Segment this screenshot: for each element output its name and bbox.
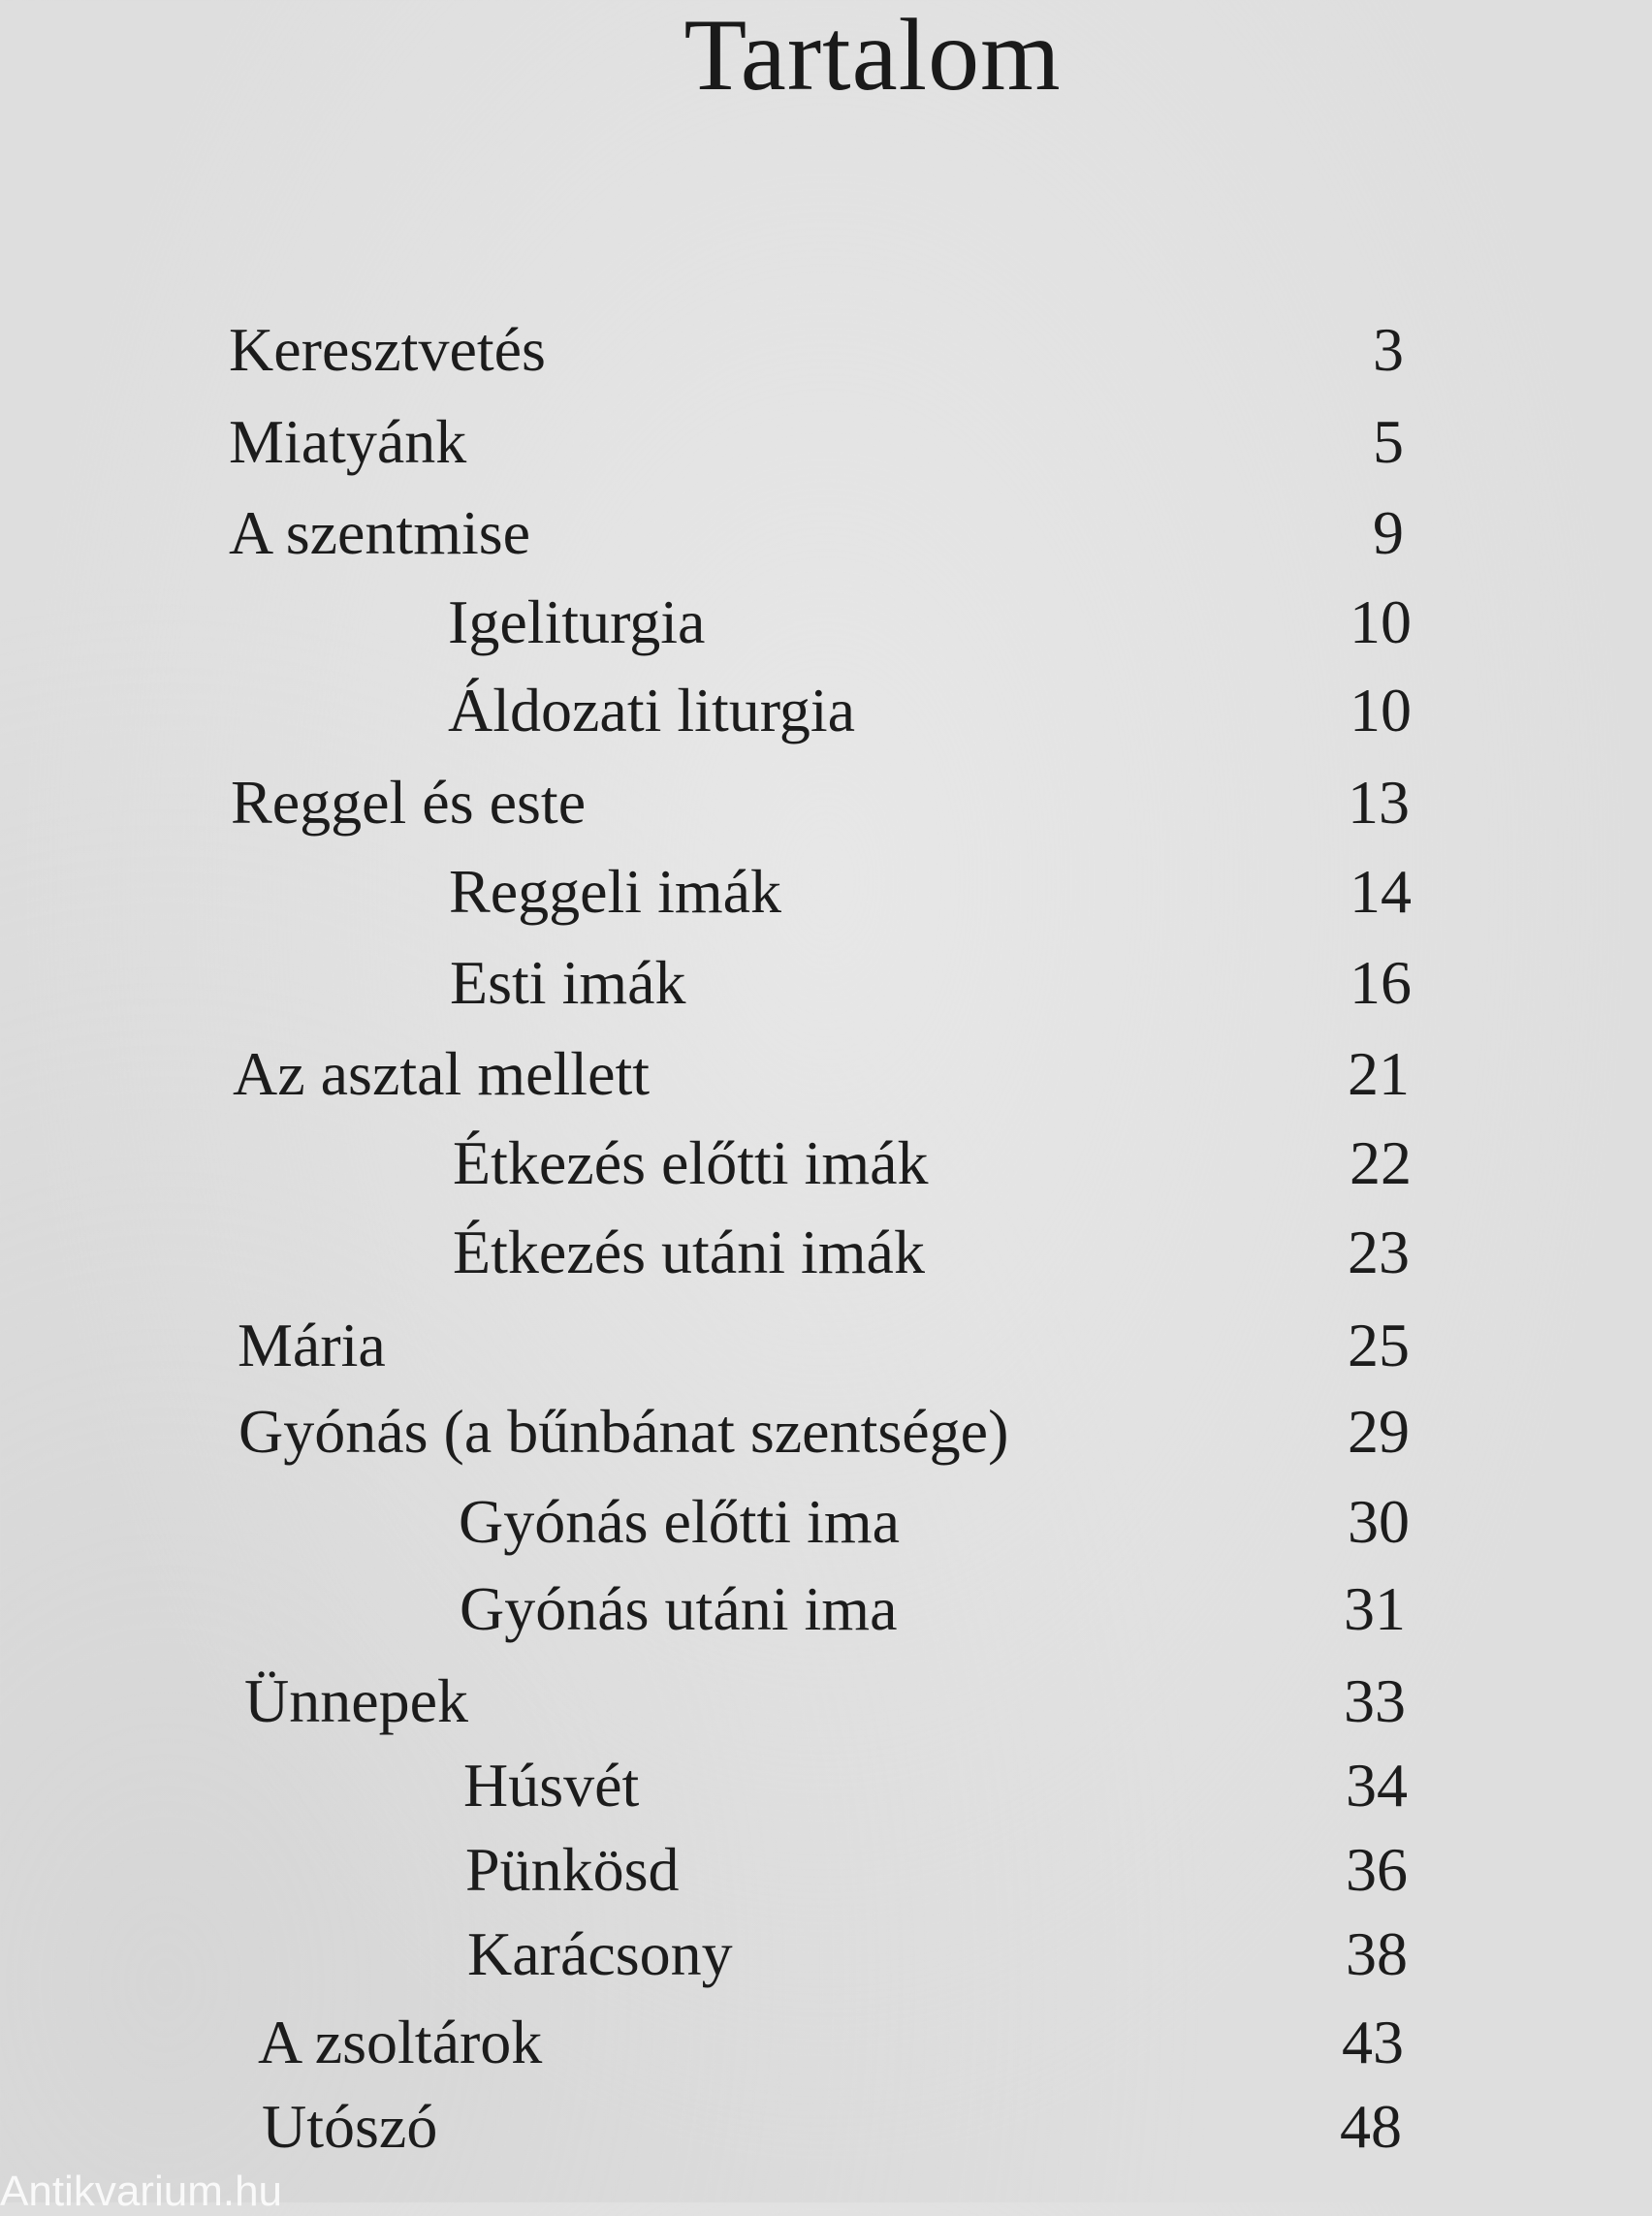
toc-entry-label: Mária — [238, 1311, 386, 1379]
toc-entry-page-number: 3 — [1373, 315, 1404, 384]
toc-entry-label: Áldozati liturgia — [448, 676, 856, 744]
toc-entry-page-number: 9 — [1373, 498, 1404, 567]
toc-entry-label: Reggeli imák — [449, 857, 782, 926]
toc-entry-gyonas-elotti-ima — [0, 1483, 1410, 1561]
toc-entry-reggeli-imak — [0, 853, 1412, 931]
toc-entry-label: Utószó — [262, 2092, 438, 2161]
toc-entry-punkosd — [0, 1831, 1408, 1909]
toc-entry-maria — [0, 1307, 1410, 1384]
toc-entry-gyonas-utani-ima — [0, 1570, 1406, 1648]
toc-entry-page-number: 23 — [1348, 1218, 1410, 1286]
page-title: Tartalom — [683, 0, 1062, 111]
toc-entry-label: Keresztvetés — [229, 315, 546, 384]
toc-entry-label: Gyónás (a bűnbánat szentsége) — [238, 1397, 1009, 1466]
toc-entry-page-number: 43 — [1342, 2008, 1404, 2076]
watermark: Antikvarium.hu — [0, 2168, 283, 2215]
toc-entry-page-number: 34 — [1346, 1751, 1408, 1820]
toc-entry-page-number: 38 — [1346, 1919, 1408, 1988]
toc-entry-unnepek — [0, 1662, 1406, 1740]
toc-entry-page-number: 33 — [1344, 1666, 1406, 1735]
toc-entry-reggel-es-este — [0, 764, 1410, 841]
toc-entry-page-number: 14 — [1350, 857, 1412, 926]
toc-entry-keresztvetes — [0, 311, 1404, 389]
toc-entry-aldozati-liturgia — [0, 672, 1412, 749]
toc-entry-page-number: 48 — [1340, 2092, 1402, 2161]
toc-entry-label: Ünnepek — [244, 1666, 469, 1735]
toc-entry-a-szentmise — [0, 494, 1404, 572]
toc-entry-label: Húsvét — [463, 1751, 640, 1820]
toc-entry-etkezes-elotti-imak — [0, 1124, 1412, 1202]
toc-entry-label: Étkezés előtti imák — [453, 1128, 929, 1197]
toc-entry-page-number: 22 — [1350, 1128, 1412, 1197]
toc-entry-label: Pünkösd — [465, 1835, 680, 1904]
toc-entry-a-zsoltarok — [0, 2004, 1404, 2081]
toc-entry-label: Igeliturgia — [448, 587, 706, 656]
toc-entry-miatyank — [0, 403, 1404, 481]
toc-entry-page-number: 36 — [1346, 1835, 1408, 1904]
toc-entry-esti-imak — [0, 944, 1412, 1022]
toc-entry-page-number: 10 — [1350, 587, 1412, 656]
toc-entry-page-number: 25 — [1348, 1311, 1410, 1379]
toc-entry-page-number: 21 — [1348, 1039, 1410, 1108]
toc-entry-label: Étkezés utáni imák — [453, 1218, 925, 1286]
toc-entry-page-number: 30 — [1348, 1487, 1410, 1556]
toc-entry-page-number: 5 — [1373, 407, 1404, 476]
toc-entry-label: Az asztal mellett — [233, 1039, 651, 1108]
toc-entry-husvet — [0, 1747, 1408, 1824]
toc-entry-label: Gyónás előtti ima — [459, 1487, 901, 1556]
toc-entry-gyonas — [0, 1393, 1410, 1471]
toc-entry-page-number: 13 — [1348, 768, 1410, 837]
toc-entry-page-number: 10 — [1350, 676, 1412, 744]
toc-entry-az-asztal-mellett — [0, 1035, 1410, 1113]
toc-entry-etkezes-utani-imak — [0, 1214, 1410, 1291]
toc-entry-label: Esti imák — [450, 948, 686, 1017]
toc-entry-label: A szentmise — [229, 498, 531, 567]
toc-entry-label: Miatyánk — [229, 407, 467, 476]
toc-entry-label: Karácsony — [467, 1919, 733, 1988]
toc-entry-label: Reggel és este — [231, 768, 587, 837]
toc-entry-page-number: 16 — [1350, 948, 1412, 1017]
toc-entry-utoszo — [0, 2088, 1402, 2166]
toc-entry-karacsony — [0, 1915, 1408, 1993]
toc-entry-label: Gyónás utáni ima — [460, 1574, 898, 1643]
toc-entry-igeliturgia — [0, 584, 1412, 661]
toc-entry-label: A zsoltárok — [258, 2008, 543, 2076]
toc-entry-page-number: 29 — [1348, 1397, 1410, 1466]
toc-entry-page-number: 31 — [1344, 1574, 1406, 1643]
